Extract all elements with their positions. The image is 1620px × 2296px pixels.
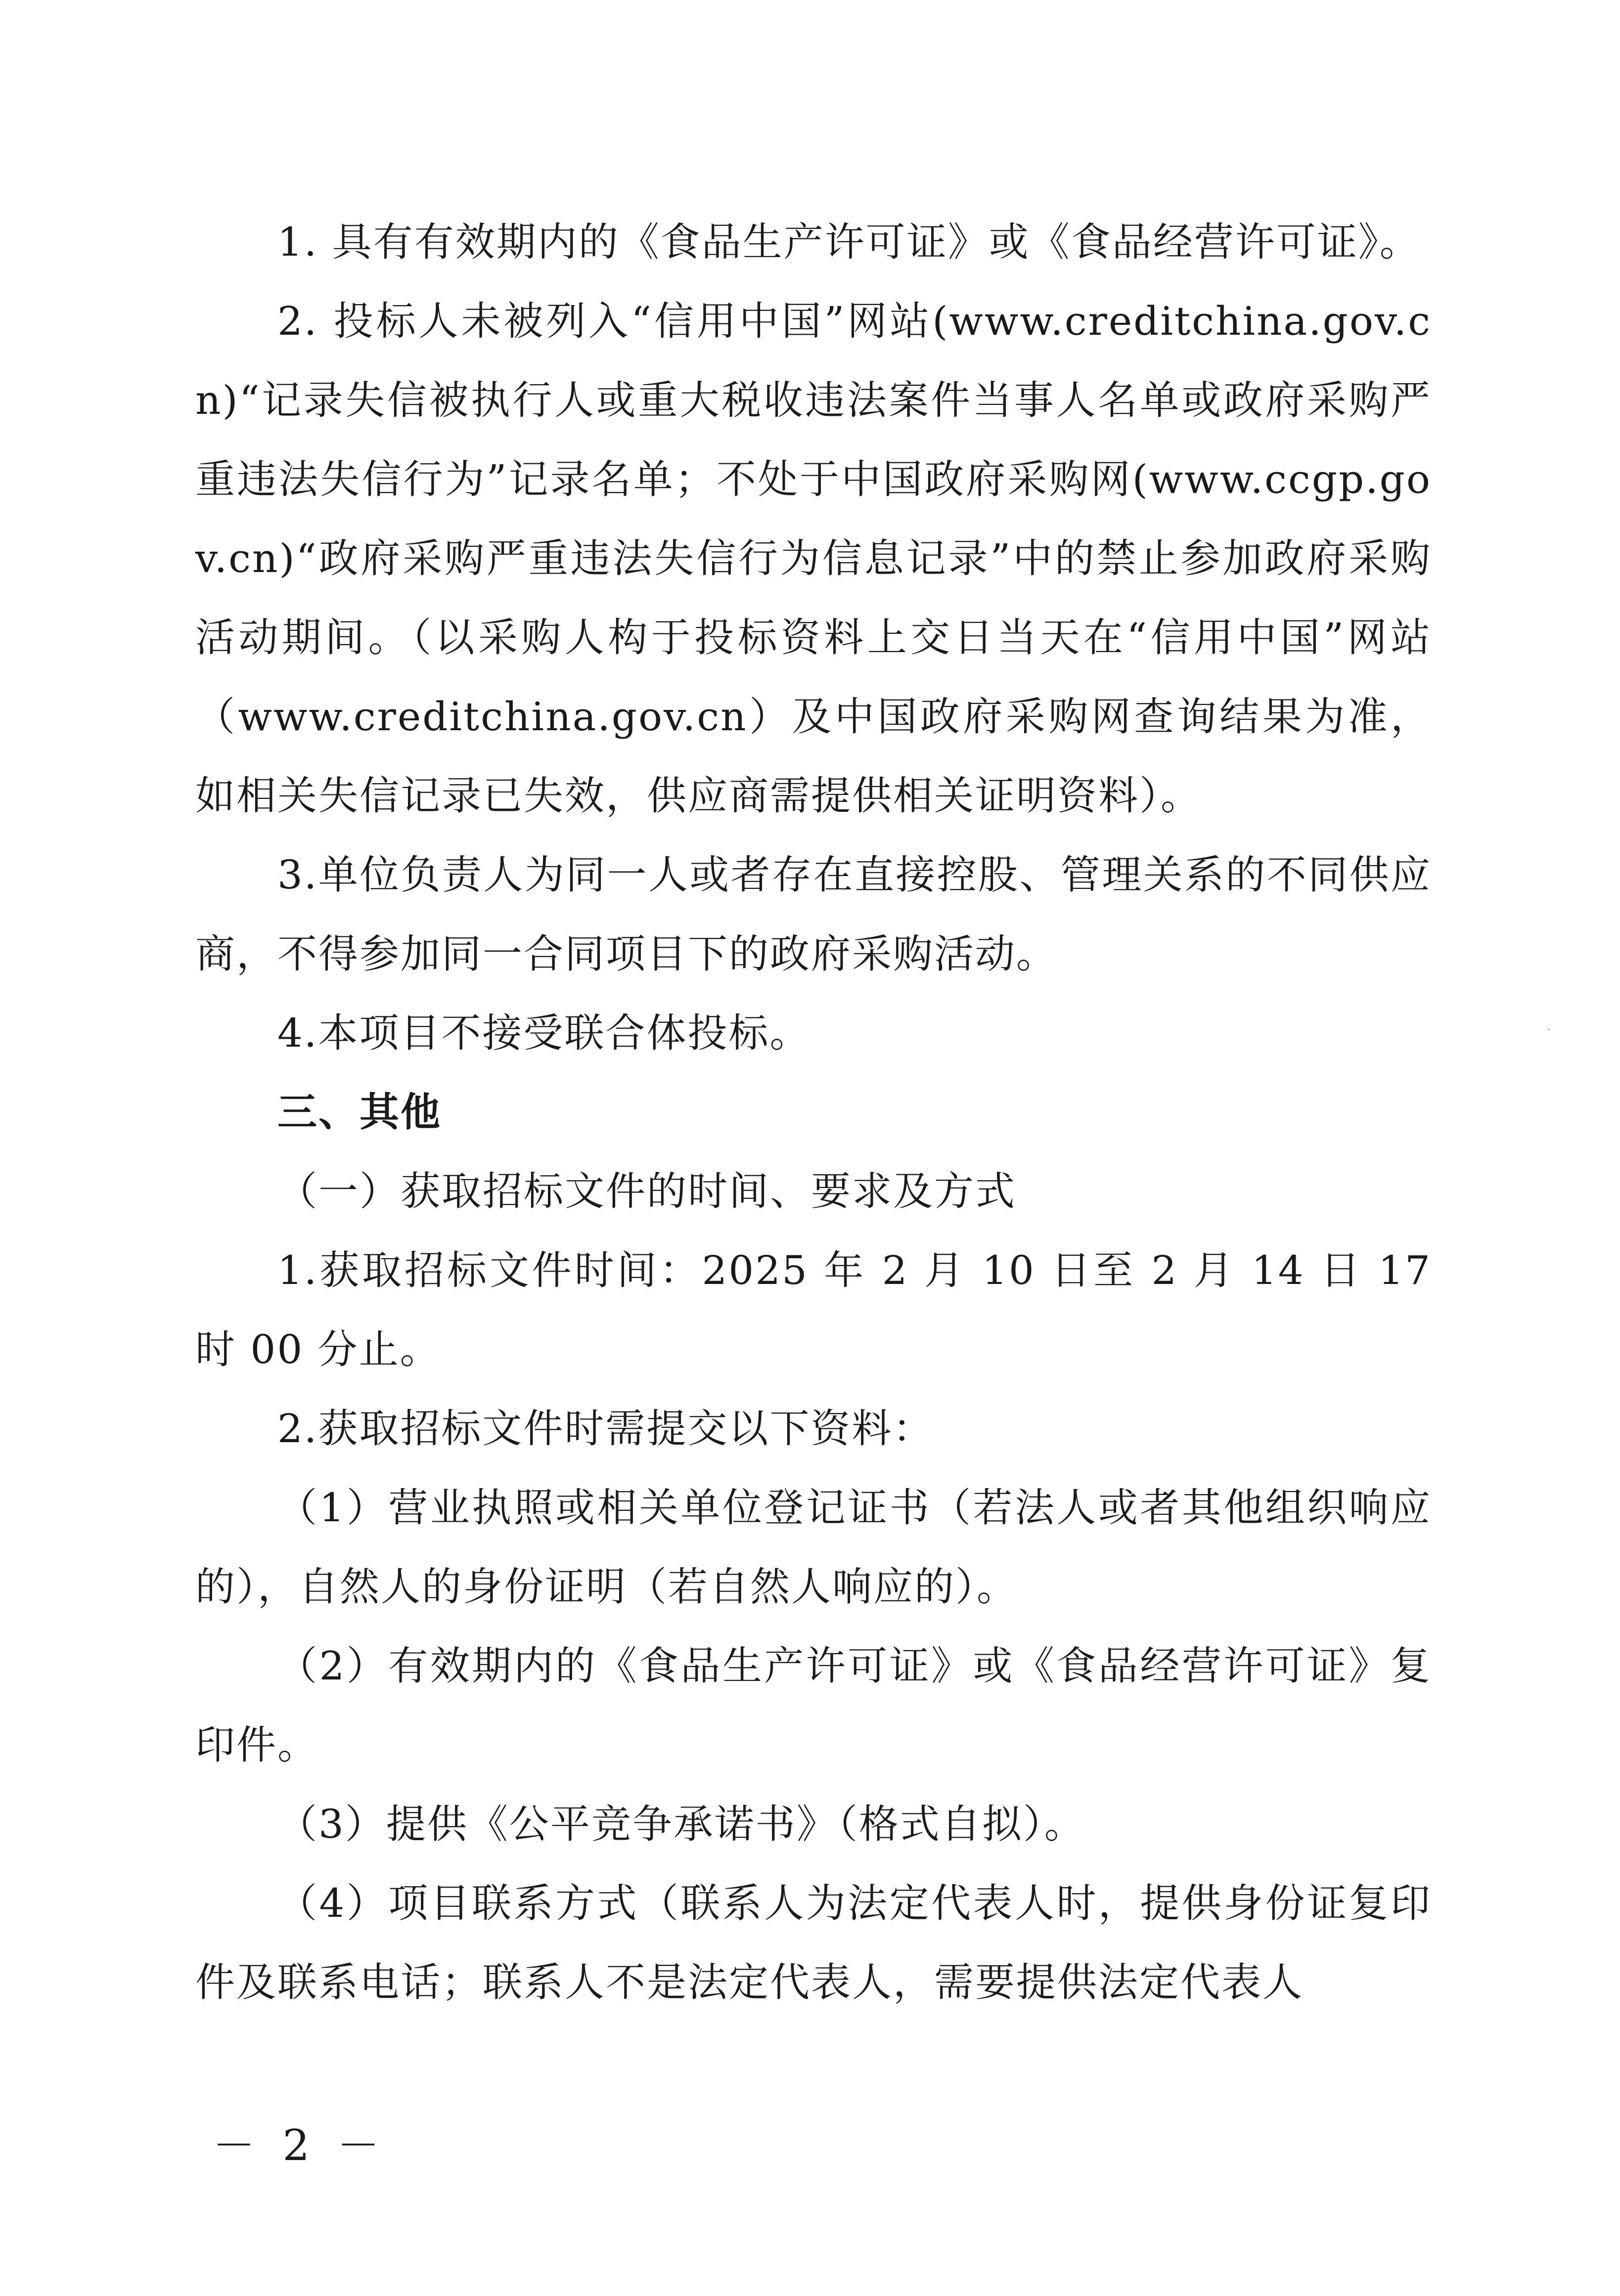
material-food-license: （2）有效期内的《食品生产许可证》或《食品经营许可证》复印件。 [195,1643,1432,1768]
requirement-3: 3.单位负责人为同一人或者存在直接控股、管理关系的不同供应商，不得参加同一合同项目下的政府采购活动。 [195,852,1432,977]
requirement-1: 1. 具有有效期内的《食品生产许可证》或《食品经营许可证》。 [277,219,1421,265]
material-fair-competition: （3）提供《公平竞争承诺书》（格式自拟）。 [277,1801,1085,1847]
material-business-license: （1）营业执照或相关单位登记证书（若法人或者其他组织响应的），自然人的身份证明（若自然人响应的）。 [195,1485,1432,1610]
requirement-2: 2. 投标人未被列入“信用中国”网站(www.creditchina.gov.cn)“记录失信被执行人或重大税收违法案件当事人名单或政府采购严重违法失信行为”记录名单；不处于中国政府采购网(www.ccgp.gov.cn)“政府采购严重违法失信行为信息记录”中的禁止参加政府采购活动期间。（以采购人构于投标资料上交日当天在“信用中国”网站（www.creditchina.gov.cn）及中国政府采购网查询结果为准，如相关失信记录已失效，供应商需提供相关证明资料）。 [195,298,1432,819]
item-obtain-time: 1.获取招标文件时间：2025 年 2 月 10 日至 2 月 14 日 17 时 00 分止。 [195,1247,1432,1372]
body-text [195,203,1432,2022]
subsection-heading-obtain-documents: （一）获取招标文件的时间、要求及方式 [277,1168,1016,1214]
page-number: － 2 － [213,2121,387,2170]
requirement-4: 4.本项目不接受联合体投标。 [277,1010,811,1056]
section-heading-other: 三、其他 [277,1089,442,1135]
item-required-materials: 2.获取招标文件时需提交以下资料： [277,1406,934,1452]
scan-speck [1548,1028,1550,1030]
material-contact-info: （4）项目联系方式（联系人为法定代表人时，提供身份证复印件及联系电话；联系人不是法定代表人，需要提供法定代表人 [195,1880,1432,2005]
